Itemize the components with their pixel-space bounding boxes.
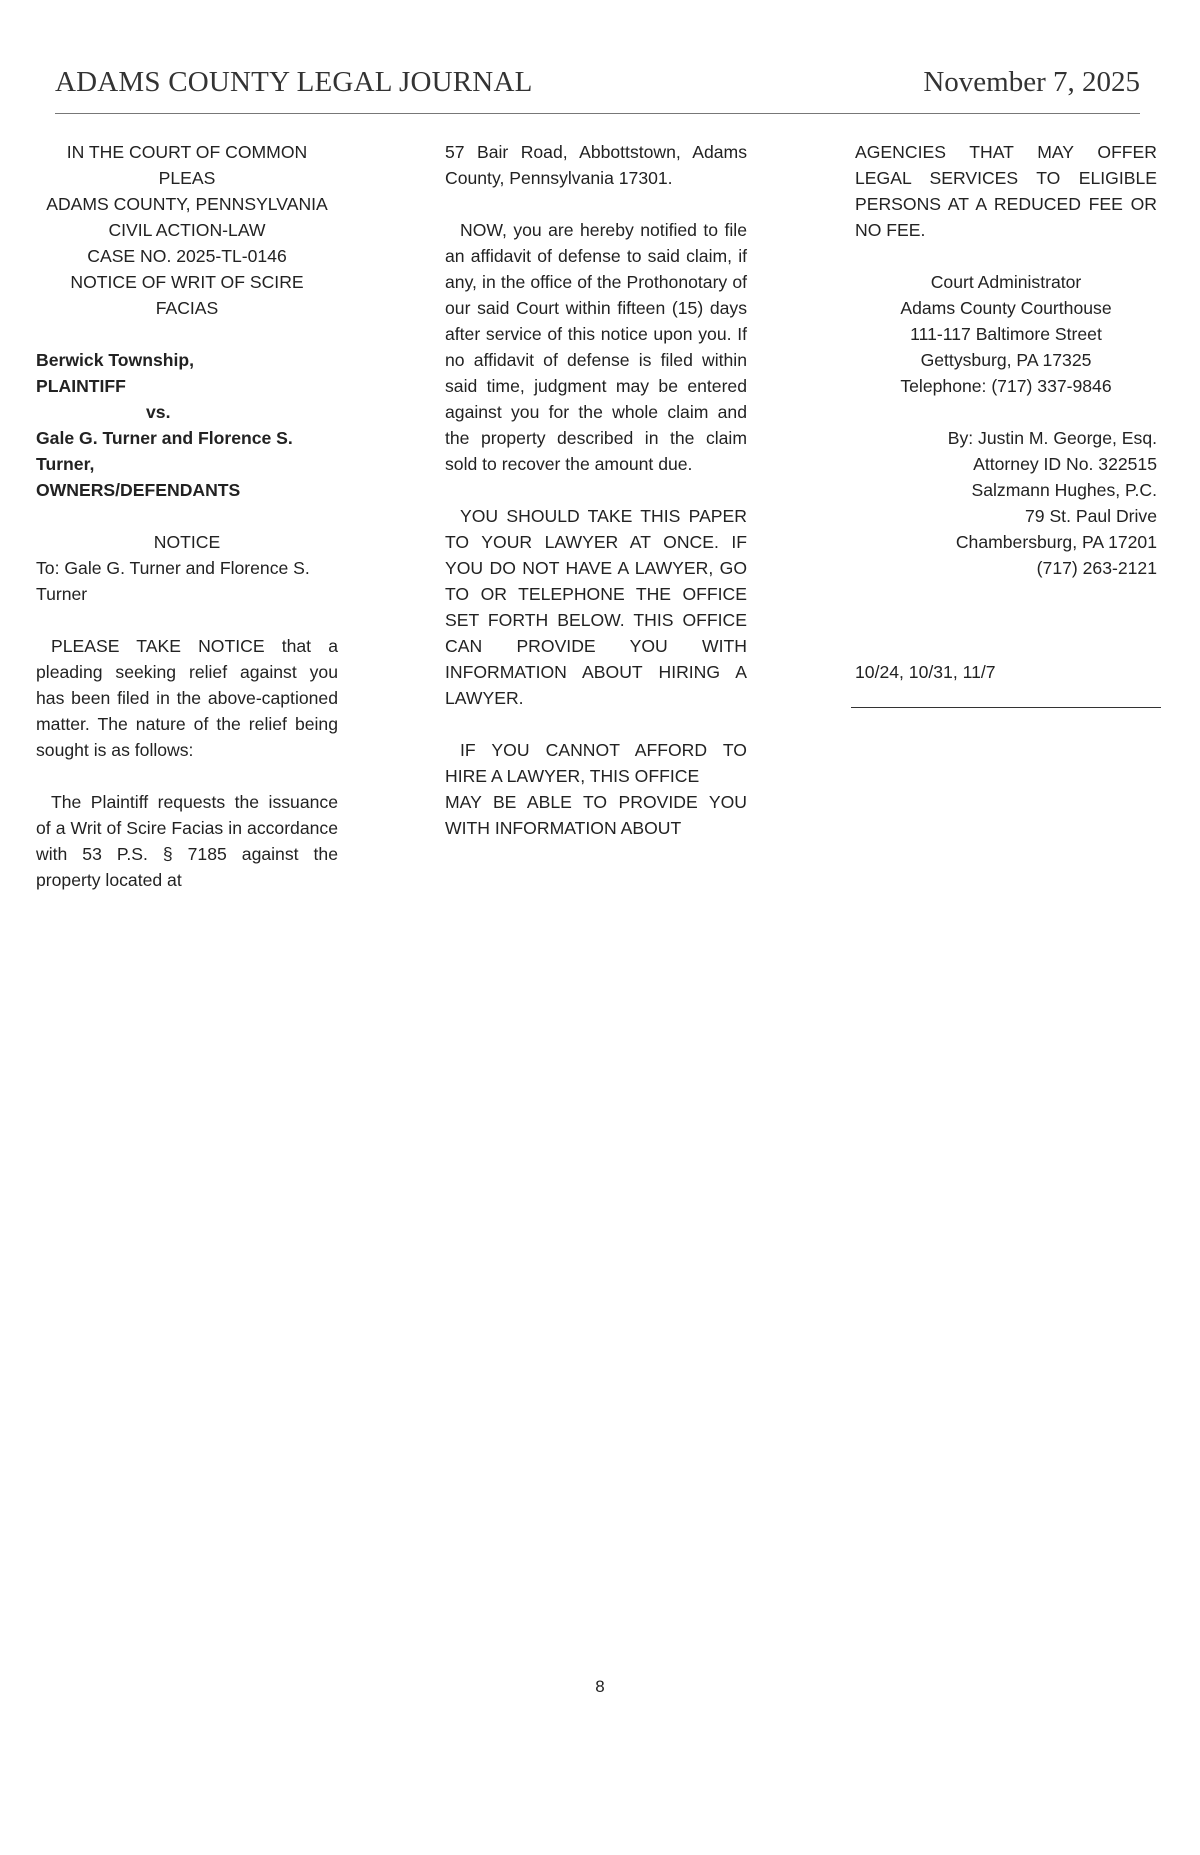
court-caption-line: PLEAS: [158, 168, 216, 188]
spacer: [36, 321, 338, 347]
court-admin-line: Gettysburg, PA 17325: [920, 350, 1092, 370]
spacer: [36, 503, 338, 529]
court-admin-line: 111-117 Baltimore Street: [910, 324, 1102, 344]
notice-paragraph: PLEASE TAKE NOTICE that a pleading seeking relief against you has been filed in the above-captioned matter. The nature of the relief being sought is as follows:: [36, 636, 338, 760]
case-number: CASE NO. 2025-TL-0146: [87, 246, 287, 266]
property-address: 57 Bair Road, Abbottstown, Adams County, Pennsylvania 17301.: [445, 142, 747, 188]
spacer: [855, 243, 1157, 269]
defendant-name-cont: Turner,: [36, 454, 95, 474]
afford-line: IF YOU CANNOT AFFORD TO: [460, 740, 747, 760]
defendant-name: Gale G. Turner and Florence S.: [36, 428, 293, 448]
attorney-line: Salzmann Hughes, P.C.: [971, 480, 1157, 500]
spacer: [445, 477, 747, 503]
afford-line: NO FEE.: [855, 220, 926, 240]
court-administrator-block: [855, 269, 1157, 399]
court-caption-line: FACIAS: [155, 298, 219, 318]
column-1: [36, 139, 338, 893]
page-header: [55, 66, 1140, 106]
attorney-line: By: Justin M. George, Esq.: [947, 428, 1157, 448]
spacer: [36, 607, 338, 633]
court-caption-line: ADAMS COUNTY, PENNSYLVANIA: [46, 194, 328, 214]
affidavit-paragraph: NOW, you are hereby notified to file an affidavit of defense to said claim, if any, in the office of the Prothonotary of our said Court within fifteen (15) days after service of this notice upon you. If no affidavit of defense is filed within said time, judgment may be entered against you for the whole claim and the property described in the claim sold to recover the amount due.: [445, 220, 747, 474]
court-admin-line: Court Administrator: [930, 272, 1082, 292]
column-3: [855, 139, 1157, 685]
party-caption: [36, 347, 338, 503]
lawyer-paragraph: YOU SHOULD TAKE THIS PAPER TO YOUR LAWYER AT ONCE. IF YOU DO NOT HAVE A LAWYER, GO TO OR TELEPHONE THE OFFICE SET FORTH BELOW. THIS OFFICE CAN PROVIDE YOU WITH INFORMATION ABOUT HIRING A LAWYER.: [445, 506, 747, 708]
notice-heading: NOTICE: [153, 532, 221, 552]
spacer: [36, 763, 338, 789]
defendant-role: OWNERS/DEFENDANTS: [36, 480, 241, 500]
court-caption-line: IN THE COURT OF COMMON: [66, 142, 308, 162]
attorney-signature-block: [855, 425, 1157, 581]
spacer: [855, 399, 1157, 425]
versus-label: vs.: [146, 402, 171, 422]
attorney-line: Attorney ID No. 322515: [973, 454, 1157, 474]
attorney-line: Chambersburg, PA 17201: [955, 532, 1157, 552]
notice-recipient-cont: Turner: [36, 584, 88, 604]
afford-line: MAY BE ABLE TO PROVIDE YOU: [445, 792, 747, 812]
issue-date: November 7, 2025: [923, 66, 1140, 98]
afford-line: LEGAL SERVICES TO ELIGIBLE: [855, 168, 1157, 188]
court-caption-line: CIVIL ACTION-LAW: [108, 220, 266, 240]
afford-paragraph: [445, 737, 747, 841]
spacer: [855, 607, 1157, 633]
afford-line: AGENCIES THAT MAY OFFER: [855, 142, 1157, 162]
afford-paragraph-cont: [855, 139, 1157, 243]
spacer: [855, 633, 1157, 659]
afford-line: PERSONS AT A REDUCED FEE OR: [855, 194, 1157, 214]
spacer: [445, 191, 747, 217]
header-divider: [55, 113, 1140, 114]
journal-title: ADAMS COUNTY LEGAL JOURNAL: [55, 66, 533, 98]
publication-dates: 10/24, 10/31, 11/7: [855, 662, 996, 682]
spacer: [855, 581, 1157, 607]
page-number: 8: [595, 1677, 605, 1696]
plaintiff-role: PLAINTIFF: [36, 376, 126, 396]
court-caption: [36, 139, 338, 321]
court-admin-line: Adams County Courthouse: [900, 298, 1112, 318]
notice-recipient: To: Gale G. Turner and Florence S.: [36, 558, 310, 578]
afford-line: WITH INFORMATION ABOUT: [445, 818, 682, 838]
spacer: [445, 711, 747, 737]
attorney-line: 79 St. Paul Drive: [1024, 506, 1157, 526]
court-caption-line: NOTICE OF WRIT OF SCIRE: [70, 272, 304, 292]
column-2: [445, 139, 747, 841]
plaintiff-name: Berwick Township,: [36, 350, 195, 370]
notice-end-divider: [851, 707, 1161, 708]
court-admin-phone: Telephone: (717) 337-9846: [900, 376, 1112, 396]
relief-paragraph: The Plaintiff requests the issuance of a Writ of Scire Facias in accordance with 53 P.S. § 7185 against the property located at: [36, 792, 338, 890]
afford-line: HIRE A LAWYER, THIS OFFICE: [445, 766, 700, 786]
attorney-phone: (717) 263-2121: [1036, 558, 1157, 578]
